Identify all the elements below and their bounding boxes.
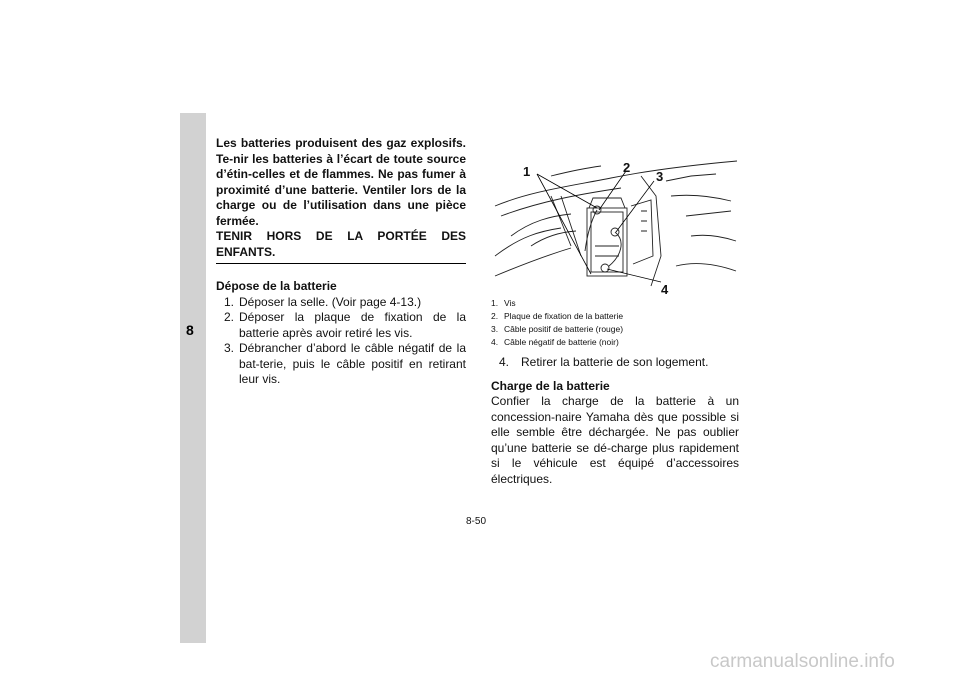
callout-2: 2 [623,160,631,175]
charging-title: Charge de la batterie [491,378,610,393]
warning-text: Les batteries produisent des gaz explosifs. Te-nir les batteries à l’écart de toute source d’étin-celles et de flammes. Ne pas fumer à proximité d’une batterie. Ventiler lors de la charge ou de l’utilisation dans une pièce fermée. [216,136,466,228]
charging-text: Confier la charge de la batterie à un concession-naire Yamaha dès que possible si elle semble être déchargée. Ne pas oublier qu’une batterie se dé-charge plus rapidement si le véhicule est équipé d’accessoires électriques. [491,394,739,486]
removal-step: 3. Débrancher d’abord le câble négatif de la bat-terie, puis le câble positif en retirant leur vis. [224,341,466,386]
removal-steps [216,295,466,388]
legend-item: 2. Plaque de fixation de la batterie [491,311,624,321]
removal-step: 1. Déposer la selle. (Voir page 4-13.) [224,294,422,309]
left-column [216,136,466,388]
callout-3: 3 [656,169,664,184]
watermark: carmanualsonline.info [710,651,895,672]
chapter-number: 8 [186,322,194,338]
battery-illustration [491,136,739,296]
page-number: 8-50 [466,516,487,527]
legend-item: 4. Câble négatif de batterie (noir) [491,337,619,347]
legend-item: 1. Vis [491,298,516,308]
chapter-tab [180,113,206,643]
right-column [491,136,739,487]
callout-1: 1 [523,164,531,179]
battery-drawing [491,136,739,296]
removal-title: Dépose de la batterie [216,279,337,293]
removal-step: 2. Déposer la plaque de fixation de la batterie après avoir retiré les vis. [224,310,466,340]
callout-4: 4 [661,282,669,297]
warning-emphasis: TENIR HORS DE LA PORTÉE DES ENFANTS. [216,229,466,259]
legend-item: 3. Câble positif de batterie (rouge) [491,324,624,334]
removal-step-4: 4. Retirer la batterie de son logement. [499,355,709,369]
figure-legend [491,297,739,349]
warning-rule [216,263,466,264]
warning-block [216,136,466,264]
